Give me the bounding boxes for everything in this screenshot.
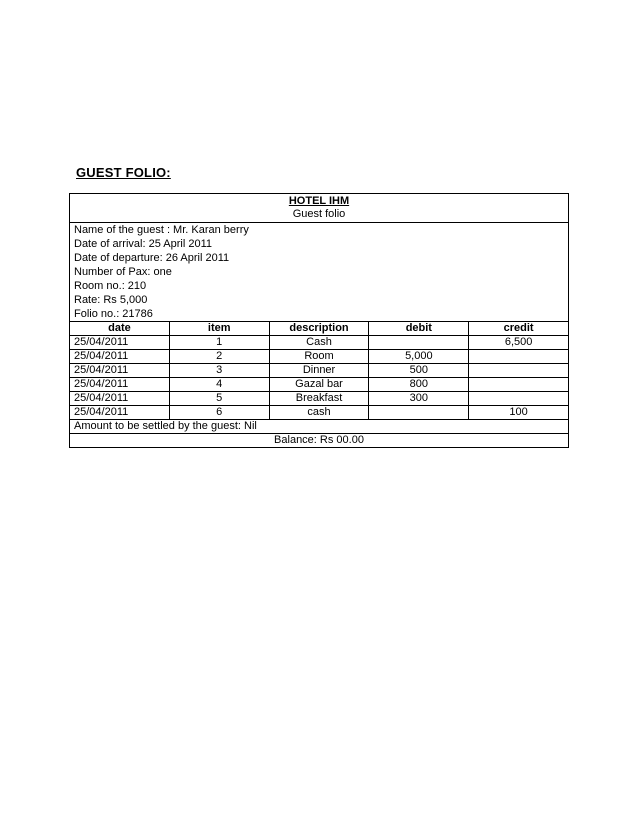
cell-date: 25/04/2011 — [70, 392, 170, 406]
cell-description: Cash — [269, 336, 369, 350]
settlement-row — [70, 420, 569, 434]
cell-description: cash — [269, 406, 369, 420]
cell-date: 25/04/2011 — [70, 406, 170, 420]
table-row — [70, 336, 569, 350]
cell-credit — [469, 378, 569, 392]
column-header-item: item — [169, 322, 269, 336]
table-row — [70, 350, 569, 364]
room-number: Room no.: 210 — [74, 280, 147, 292]
column-header-credit: credit — [469, 322, 569, 336]
cell-description: Gazal bar — [269, 378, 369, 392]
column-header-date: date — [70, 322, 170, 336]
cell-credit: 100 — [469, 406, 569, 420]
page-heading: GUEST FOLIO: — [76, 165, 171, 180]
hotel-subtitle: Guest folio — [292, 208, 346, 220]
cell-date: 25/04/2011 — [70, 336, 170, 350]
column-header-row — [70, 322, 569, 336]
arrival-date: Date of arrival: 25 April 2011 — [74, 238, 212, 250]
cell-debit: 5,000 — [369, 350, 469, 364]
guest-folio-table — [69, 193, 569, 448]
table-row — [70, 378, 569, 392]
cell-debit: 500 — [369, 364, 469, 378]
cell-credit — [469, 350, 569, 364]
table-row — [70, 392, 569, 406]
guest-info-row — [70, 223, 569, 322]
cell-date: 25/04/2011 — [70, 350, 170, 364]
cell-item: 3 — [169, 364, 269, 378]
cell-item: 6 — [169, 406, 269, 420]
departure-date: Date of departure: 26 April 2011 — [74, 252, 230, 264]
cell-debit: 300 — [369, 392, 469, 406]
column-header-description: description — [269, 322, 369, 336]
table-row — [70, 406, 569, 420]
cell-description: Breakfast — [269, 392, 369, 406]
guest-name: Name of the guest : Mr. Karan berry — [74, 224, 249, 236]
cell-item: 1 — [169, 336, 269, 350]
cell-debit: 800 — [369, 378, 469, 392]
folio-number: Folio no.: 21786 — [74, 308, 153, 320]
guest-info-cell — [70, 223, 569, 322]
table-row — [70, 364, 569, 378]
cell-credit: 6,500 — [469, 336, 569, 350]
cell-item: 5 — [169, 392, 269, 406]
balance-row — [70, 434, 569, 448]
cell-debit — [369, 406, 469, 420]
cell-description: Room — [269, 350, 369, 364]
hotel-header-cell — [70, 194, 569, 223]
cell-date: 25/04/2011 — [70, 378, 170, 392]
pax-count: Number of Pax: one — [74, 266, 172, 278]
cell-item: 2 — [169, 350, 269, 364]
hotel-name: HOTEL IHM — [288, 195, 350, 207]
cell-credit — [469, 364, 569, 378]
cell-debit — [369, 336, 469, 350]
cell-date: 25/04/2011 — [70, 364, 170, 378]
cell-item: 4 — [169, 378, 269, 392]
cell-credit — [469, 392, 569, 406]
column-header-debit: debit — [369, 322, 469, 336]
room-rate: Rate: Rs 5,000 — [74, 294, 148, 306]
hotel-header-row — [70, 194, 569, 223]
settlement-text: Amount to be settled by the guest: Nil — [70, 420, 569, 434]
balance-text: Balance: Rs 00.00 — [70, 434, 569, 448]
cell-description: Dinner — [269, 364, 369, 378]
